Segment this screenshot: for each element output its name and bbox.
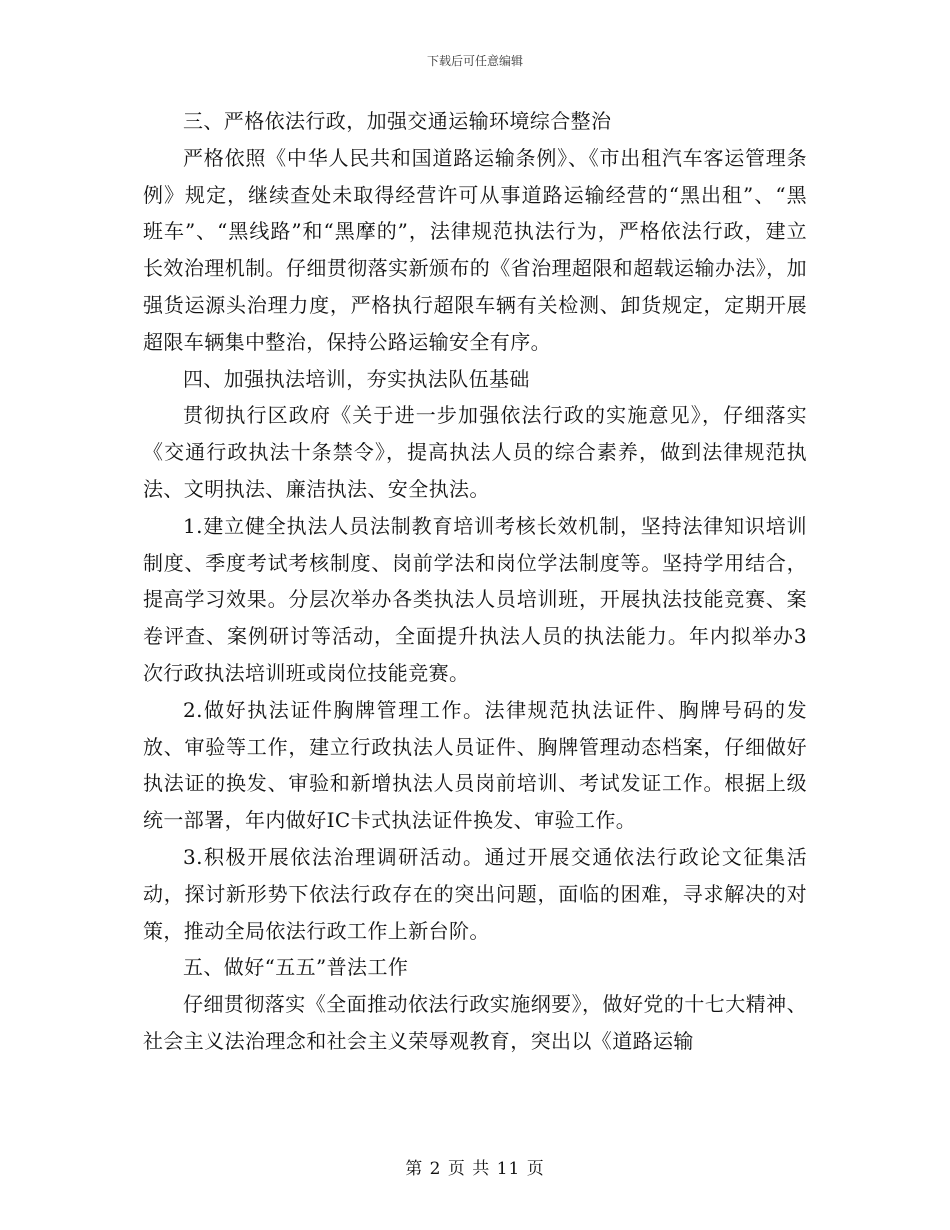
section-heading-5: 五、做好“五五”普法工作 [183, 955, 409, 980]
list-item-2: 2.做好执法证件胸牌管理工作。法律规范执法证件、胸牌号码的发放、审验等工作，建立行政执法人员证件、胸牌管理动态档案，仔细做好执法证的换发、审验和新增执法人员岗前培训、考试发证工作。根据上级统一部署，年内做好IC卡式执法证件换发、审验工作。 [143, 697, 807, 833]
document-body [143, 103, 807, 1060]
list-item-1: 1.建立健全执法人员法制教育培训考核长效机制，坚持法律知识培训制度、季度考试考核制度、岗前学法和岗位学法制度等。坚持学用结合，提高学习效果。分层次举办各类执法人员培训班，开展执法技能竞赛、案卷评查、案例研讨等活动，全面提升执法人员的执法能力。年内拟举办3次行政执法培训班或岗位技能竞赛。 [143, 513, 807, 685]
paragraph: 贯彻执行区政府《关于进一步加强依法行政的实施意见》，仔细落实《交通行政执法十条禁令》，提高执法人员的综合素养，做到法律规范执法、文明执法、廉洁执法、安全执法。 [143, 403, 807, 501]
section-heading-3: 三、严格依法行政，加强交通运输环境综合整治 [183, 109, 612, 133]
page-footer: 第 2 页 共 11 页 [405, 1159, 545, 1179]
list-item-3: 3.积极开展依法治理调研活动。通过开展交通依法行政论文征集活动，探讨新形势下依法行政存在的突出问题，面临的困难，寻求解决的对策，推动全局依法行政工作上新台阶。 [143, 844, 807, 943]
page-header: 下载后可任意编辑 [426, 54, 523, 68]
paragraph: 严格依照《中华人民共和国道路运输条例》、《市出租汽车客运管理条例》规定，继续查处未取得经营许可从事道路运输经营的“黑出租”、“黑班车”、“黑线路”和“黑摩的”，法律规范执法行为，严格依法行政，建立长效治理机制。仔细贯彻落实新颁布的《省治理超限和超载运输办法》，加强货运源头治理力度，严格执行超限车辆有关检测、卸货规定，定期开展超限车辆集中整治，保持公路运输安全有序。 [143, 145, 807, 354]
paragraph: 仔细贯彻落实《全面推动依法行政实施纲要》，做好党的十七大精神、社会主义法治理念和社会主义荣辱观教育，突出以《道路运输 [143, 992, 807, 1053]
section-heading-4: 四、加强执法培训，夯实执法队伍基础 [183, 366, 530, 391]
